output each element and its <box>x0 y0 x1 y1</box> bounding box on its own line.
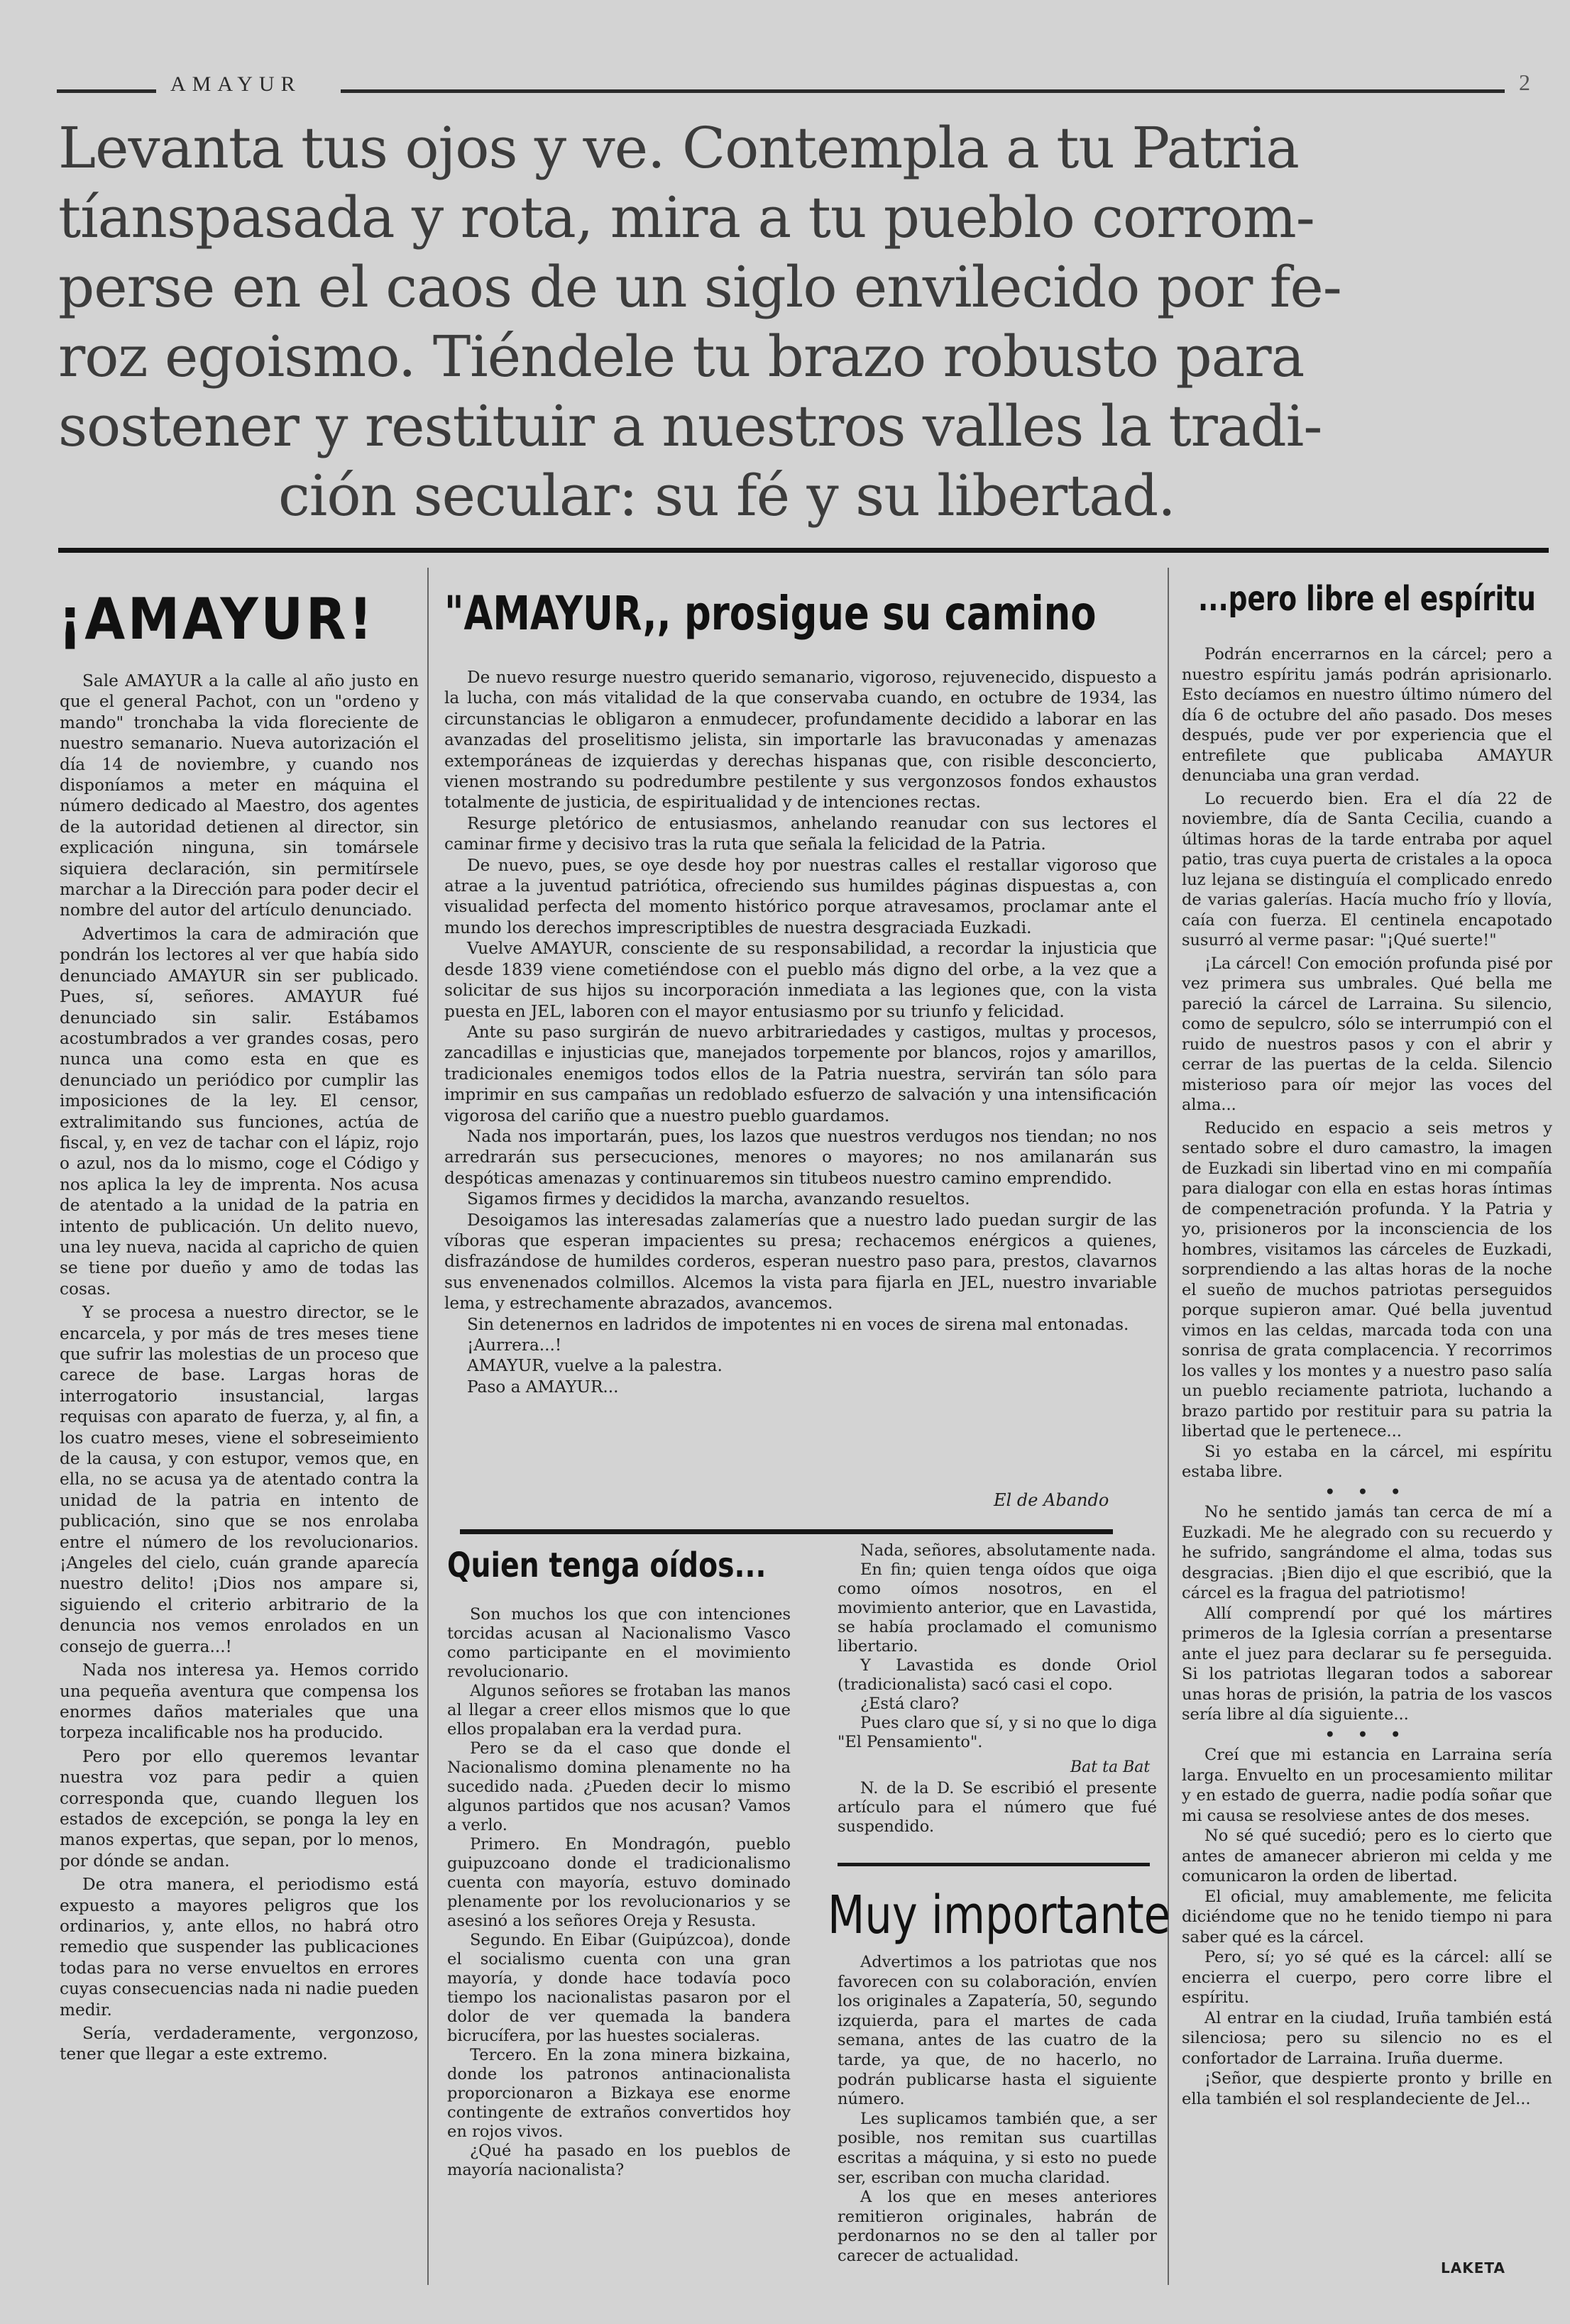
paragraph: Al entrar en la ciudad, Iruña también está silenciosa; pero su silencio no es el confortador de Larraina. Iruña duerme. <box>1182 2008 1552 2068</box>
paragraph: En fin; quien tenga oídos que oiga como oímos nosotros, en el movimiento anterior, que en Lavastida, se había proclamado el comunismo libertario. <box>838 1560 1157 1656</box>
paragraph: Son muchos los que con intenciones torcidas acusan al Nacionalismo Vasco como participante en el movimiento revolucionario. <box>447 1605 791 1681</box>
paragraph: Advertimos a los patriotas que nos favorecen con su colaboración, envíen los originales a Zapatería, 50, segundo izquierda, para el martes de cada semana, antes de las cuatro de la tarde, ya que, de no hacerlo, no podrán publicarse hasta el siguiente número. <box>838 1953 1157 2109</box>
article-body-prosigue <box>444 667 1157 1397</box>
paragraph: De nuevo resurge nuestro querido semanario, vigoroso, rejuvenecido, dispuesto a la lucha, con más vitalidad de la que conservaba cuando, en octubre de 1934, las circunstancias le obligaron a enmudecer, profundamente decidido a laborar en las avanzadas del proselitismo jelista, sin importarle las bravuconadas y amenazas extemporáneas de izquierdas y derechas hispanas que, con risible desconcierto, vienen mostrando su podredumbre pestilente y sus vergonzosos fondos exhaustos totalmente de justicia, de espiritualidad y de intenciones rectas. <box>444 668 1157 813</box>
paragraph: Primero. En Mondragón, pueblo guipuzcoano donde el tradicionalismo cuenta con mayoría, estuvo dominado plenamente por los revolucionarios y se asesinó a los señores Oreja y Resusta. <box>447 1835 791 1930</box>
paragraph: Podrán encerrarnos en la cárcel; pero a nuestro espíritu jamás podrán aprisionarlo. Esto decíamos en nuestro último número del día 6 de octubre del año pasado. Dos meses después, pude ver por experiencia que el entrefilete que publicaba AMAYUR denunciaba una gran verdad. <box>1182 645 1552 785</box>
paragraph: ¡Aurrera...! <box>467 1336 562 1355</box>
article-body-quien-tenga-oidos-cont <box>838 1541 1157 1836</box>
paragraph: Lo recuerdo bien. Era el día 22 de noviembre, día de Santa Cecilia, cuando a últimas horas de la tarde entraba por aquel patio, tras cuya puerta de cristales a la opoca luz lejana se distinguía el complicado enredo de varias galerías. Hacía mucho frío y llovía, caía con fuerza. El centinela encapotado susurró al verme pasar: "¡Qué suerte!" <box>1182 789 1552 949</box>
lead-line: ción secular: su fé y su libertad. <box>278 463 1175 529</box>
top-divider-rule <box>58 548 1549 553</box>
paragraph: De otra manera, el periodismo está expuesto a mayores peligros que los ordinarios, y, ante ellos, no habrá otro remedio que suspender las publicaciones todas para no verse envueltos en errores cuyas consecuencias nada ni nadie pueden medir. <box>60 1875 419 2020</box>
paragraph: Nada nos importarán, pues, los lazos que nuestros verdugos nos tiendan; no nos arredrarán sus persecuciones, menores o mayores; no nos amilanarán sus despóticas amenazas y continuaremos sin titubeos nuestro camino emprendido. <box>444 1126 1157 1188</box>
separator-dots: • • • <box>1324 1482 1410 1502</box>
paragraph: Y se procesa a nuestro director, se le encarcela, y por más de tres meses tiene que sufrir las molestias de un proceso que carece de base. Largas horas de interrogatorio insustancial, largas requisas con aparato de fuerza, y, al fin, a los cuatro meses, viene el sobreseimiento de la causa, y con estupor, vemos que, en ella, no se acusa ya de atentado contra la unidad de la patria en intento de publicación, sino que se nos enrolaba entre el número de los revolucionarios. ¡Angeles del cielo, cuán grande aparecía nuestro delito! ¡Dios nos ampare si, siguiendo el criterio arbitrario de la denuncia nos vemos enrolados en un consejo de guerra...! <box>60 1303 419 1656</box>
paragraph: Sin detenernos en ladridos de impotentes ni en voces de sirena mal entonadas. <box>467 1314 1129 1334</box>
paragraph: ¿Está claro? <box>860 1695 960 1713</box>
paragraph: Sigamos firmes y decididos la marcha, avanzando resueltos. <box>467 1189 970 1209</box>
paragraph: Pero, sí; yo sé qué es la cárcel: allí se encierra el cuerpo, pero corre libre el espíritu. <box>1182 1948 1552 2007</box>
running-head <box>57 70 1547 112</box>
signature-bat-ta-bat: Bat ta Bat <box>1070 1758 1151 1776</box>
paragraph: Vuelve AMAYUR, consciente de su responsabilidad, a recordar la injusticia que desde 1839 viene cometiéndose con el pueblo más digno del orbe, a la vez que a solicitar de sus hijos su incorporación inmediata a las legiones que, con la vista puesta en JEL, laboren con el mayor entusiasmo por su triunfo y felicidad. <box>444 939 1157 1021</box>
paragraph: Creí que mi estancia en Larraina sería larga. Envuelto en un procesamiento militar y en estado de guerra, nadie podía soñar que mi causa se resolviese antes de dos meses. <box>1182 1746 1552 1825</box>
article-body-quien-tenga-oidos <box>447 1605 791 2180</box>
section-divider-rule <box>838 1863 1150 1866</box>
lead-line: tíanspasada y rota, mira a tu pueblo corrom- <box>58 185 1314 250</box>
paragraph: Sale AMAYUR a la calle al año justo en que el general Pachot, con un "ordeno y mando" tronchaba la vida floreciente de nuestro semanario. Nueva autorización el día 14 de noviembre, y cuando nos disponíamos a meter en máquina el número dedicado al Maestro, dos agentes de la autoridad detienen al director, sin explicación ninguna, sin tomársele siquiera declaración, sin permitírsele marchar a la Dirección para poder decir el nombre del autor del artículo denunciado. <box>60 671 419 920</box>
column-rule <box>1168 568 1169 2285</box>
article-title-amayur: ¡AMAYUR! <box>58 586 375 652</box>
paragraph: Sería, verdaderamente, vergonzoso, tener que llegar a este extremo. <box>60 2024 419 2064</box>
lead-line: perse en el caos de un siglo envilecido por fe- <box>58 254 1341 320</box>
article-title-prosigue: "AMAYUR,, prosigue su camino <box>444 586 1097 641</box>
masthead-name: AMAYUR <box>170 72 302 96</box>
paragraph: Allí comprendí por qué los mártires primeros de la Iglesia corrían a presentarse ante el juez para declarar su fe perseguida. Si los patriotas llegaran todos a saborear unas horas de prisión, la patria de los vascos sería libre al día siguiente... <box>1182 1604 1552 1724</box>
separator-dots: • • • <box>1324 1725 1410 1744</box>
paragraph: Pero se da el caso que donde el Nacionalismo domina plenamente no ha sucedido nada. ¿Pueden decir lo mismo algunos partidos que nos acusan? Vamos a verlo. <box>447 1739 791 1834</box>
signature-el-de-abando: El de Abando <box>994 1490 1109 1510</box>
editor-note: N. de la D. Se escribió el presente artículo para el número que fué suspendido. <box>838 1779 1157 1836</box>
article-title-muy-importante: Muy importante <box>828 1885 1171 1946</box>
paragraph: AMAYUR, vuelve a la palestra. <box>467 1356 723 1376</box>
paragraph: El oficial, muy amablemente, me felicita diciéndome que no he tenido tiempo ni para saber qué es la cárcel. <box>1182 1887 1552 1946</box>
paragraph: De nuevo, pues, se oye desde hoy por nuestras calles el restallar vigoroso que atrae a la juventud patriótica, ofreciendo sus humildes páginas dispuestas a, con visualidad perfecta del momento histórico porque atravesamos, proclamar ante el mundo los derechos imprescriptibles de nuestra desgraciada Euzkadi. <box>444 855 1157 937</box>
signature-laketa: LAKETA <box>1441 2259 1505 2276</box>
paragraph: Y Lavastida es donde Oriol (tradicionalista) sacó casi el copo. <box>838 1656 1157 1694</box>
paragraph: Si yo estaba en la cárcel, mi espíritu estaba libre. <box>1182 1442 1552 1481</box>
paragraph: Reducido en espacio a seis metros y sentado sobre el duro camastro, la imagen de Euzkadi sin libertad vino en mi compañía para dialogar con ella en estas horas íntimas de compenetración profunda. Y la Patria y yo, prisioneros por la inconsciencia de los hombres, visitamos las cárceles de Euzkadi, sorprendiendo a las altas horas de la noche el sueño de muchos patriotas perseguidos porque supieron amar. Qué bella juventud vimos en las celdas, marcada toda con una sonrisa de grata complacencia. Y recorrimos los valles y los montes y a nuestro paso salía un pueblo reciamente patriota, luchando a brazo partido por restituir para su patria la libertad que le pertenece... <box>1182 1118 1552 1441</box>
paragraph: Tercero. En la zona minera bizkaina, donde los patronos antinacionalista proporcionaron a Bizkaya ese enorme contingente de extraños convertidos hoy en rojos vivos. <box>447 2046 791 2141</box>
paragraph: Algunos señores se frotaban las manos al llegar a creer ellos mismos que lo que ellos propalaban era la verdad pura. <box>447 1682 791 1739</box>
paragraph: Segundo. En Eibar (Guipúzcoa), donde el socialismo cuenta con una gran mayoría, y donde hace todavía poco tiempo los nacionalistas pasaron por el dolor de ver quemada la bandera bicrucífera, por las huestes socialeras. <box>447 1931 791 2045</box>
paragraph: Paso a AMAYUR... <box>467 1377 619 1397</box>
paragraph: A los que en meses anteriores remitieron originales, habrán de perdonarnos no se den al taller por carecer de actualidad. <box>838 2188 1157 2265</box>
lead-paragraph <box>58 114 1549 531</box>
lead-line: sostener y restituir a nuestros valles la tradi- <box>58 393 1322 459</box>
article-body-amayur <box>60 671 419 2065</box>
paragraph: No sé qué sucedió; pero es lo cierto que antes de amanecer abrieron mi celda y me comunicaron la orden de libertad. <box>1182 1827 1552 1885</box>
paragraph: ¡Señor, que despierte pronto y brille en ella también el sol resplandeciente de Jel... <box>1182 2069 1552 2108</box>
column-rule <box>427 568 429 2285</box>
paragraph: No he sentido jamás tan cerca de mí a Euzkadi. Me he alegrado con su recuerdo y he sufrido, sangrándome el alma, todas sus desgracias. ¡Bien dijo el que escribió, que la cárcel es la fragua del patriotismo! <box>1182 1503 1552 1602</box>
lead-line: roz egoismo. Tiéndele tu brazo robusto para <box>58 324 1305 390</box>
article-title-quien-tenga-oidos: Quien tenga oídos... <box>447 1546 767 1585</box>
paragraph: Desoigamos las interesadas zalamerías que a nuestro lado puedan surgir de las víboras que esperan impacientes su presa; rechacemos enérgicos a quienes, disfrazándose de humildes corderos, esperan nuestro paso para, prestos, clavarnos sus envenenados colmillos. Alcemos la vista para fijarla en JEL, nuestro invariable lema, y estrechamente abrazados, avancemos. <box>444 1210 1157 1314</box>
lead-line: Levanta tus ojos y ve. Contempla a tu Patria <box>58 115 1299 181</box>
paragraph: Nada nos interesa ya. Hemos corrido una pequeña aventura que compensa los enormes daños materiales que una torpeza incalificable nos ha producido. <box>60 1661 419 1743</box>
article-title-pero-libre-el-espiritu: ...pero libre el espíritu <box>1198 579 1536 619</box>
paragraph: Advertimos la cara de admiración que pondrán los lectores al ver que había sido denunciado AMAYUR sin ser publicado. Pues, sí, señores. AMAYUR fué denunciado sin salir. Estábamos acostumbrados a ver grandes cosas, pero nunca una como esta en que es denunciado un periódico por cumplir las imposiciones de la ley. El censor, extralimitando sus funciones, actúa de fiscal, y, en vez de tachar con el lápiz, rojo o azul, nos da lo mismo, coge el Código y nos aplica la ley de imprenta. Nos acusa de atentado a la unidad de la patria en intento de publicación. Un delito nuevo, una ley nueva, nacida al capricho de quien se tiene por dueño y amo de todas las cosas. <box>60 924 419 1299</box>
paragraph: ¡La cárcel! Con emoción profunda pisé por vez primera sus umbrales. Qué bella me pareció la cárcel de Larraina. Su silencio, como de sepulcro, sólo se interrumpió con el ruido de nuestros pasos y con el abrir y cerrar de las puertas de la celda. Silencio misterioso para oír mejor las voces del alma... <box>1182 954 1552 1114</box>
section-divider-rule <box>460 1529 1113 1534</box>
paragraph: Pues claro que sí, y si no que lo diga "El Pensamiento". <box>838 1714 1157 1751</box>
page-number: 2 <box>1519 70 1530 95</box>
header-rule-left <box>57 89 156 93</box>
article-body-pero-libre-el-espiritu <box>1182 644 1552 2109</box>
paragraph: Les suplicamos también que, a ser posible, nos remitan sus cuartillas escritas a máquina, y si esto no puede ser, escriban con mucha claridad. <box>838 2109 1157 2187</box>
header-rule-right <box>341 89 1505 93</box>
paragraph: Resurge pletórico de entusiasmos, anhelando reanudar con sus lectores el caminar firme y decisivo tras la ruta que señala la felicidad de la Patria. <box>444 813 1157 854</box>
article-body-muy-importante <box>838 1953 1157 2267</box>
paragraph: Pero por ello queremos levantar nuestra voz para pedir a quien corresponda que, cuando lleguen los estados de excepción, se ponga la ley en manos expertas, que sepan, por lo menos, por dónde se andan. <box>60 1746 419 1871</box>
paragraph: ¿Qué ha pasado en los pueblos de mayoría nacionalista? <box>447 2142 791 2179</box>
paragraph: Nada, señores, absolutamente nada. <box>860 1541 1156 1560</box>
paragraph: Ante su paso surgirán de nuevo arbitrariedades y castigos, multas y procesos, zancadillas e injusticias que, manejados torpemente por blancos, rojos y amarillos, tradicionales enemigos todos ellos de la Patria nuestra, servirán tan sólo para imprimir en sus campañas un redoblado esfuerzo de salvación y una intensificación vigorosa del cariño que a nuestro pueblo guardamos. <box>444 1022 1157 1125</box>
